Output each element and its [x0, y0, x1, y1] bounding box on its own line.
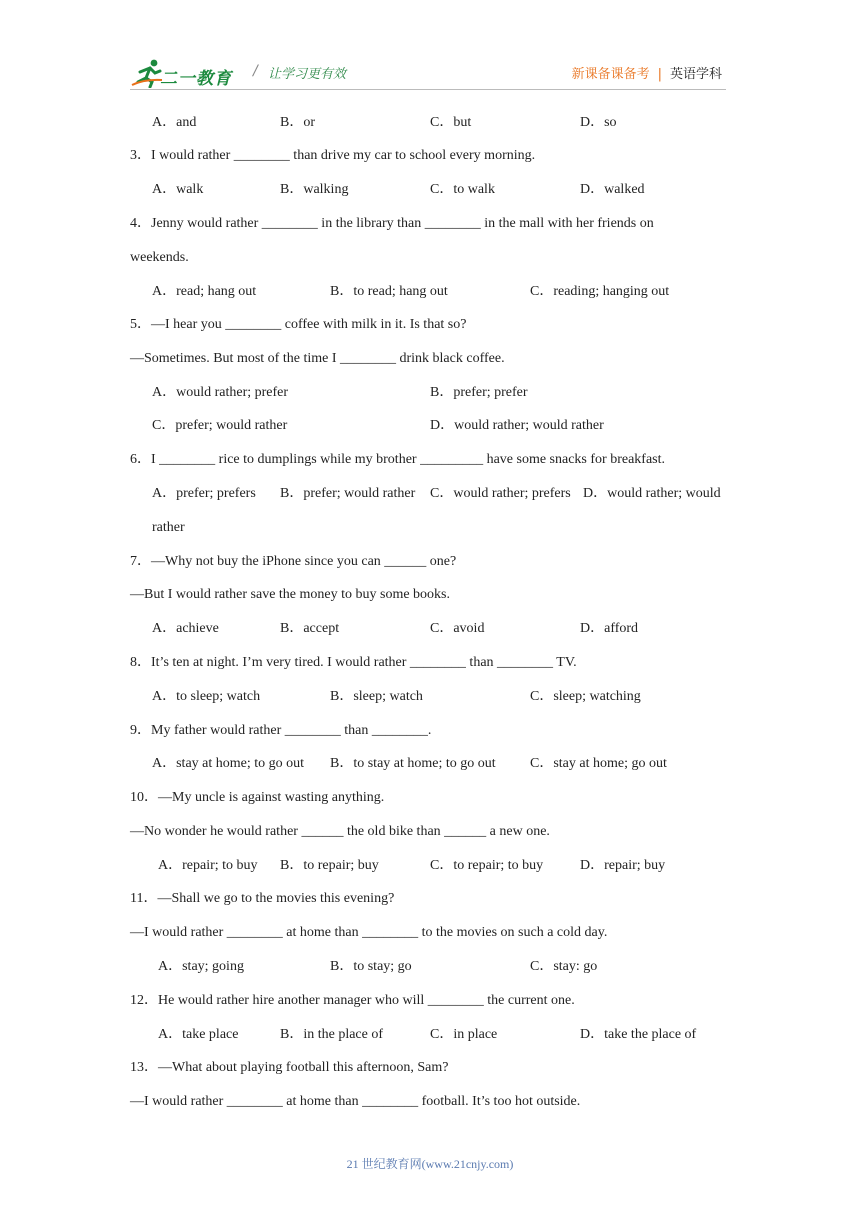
q3-stem: 3．I would rather ________ than drive my car to school every morning.	[130, 148, 536, 163]
header-slash: /	[253, 63, 258, 79]
logo-text: 二一教育	[160, 69, 232, 89]
header-right-label: 新课备课备考	[571, 67, 650, 82]
q2-option-a: A．and	[152, 115, 197, 130]
q8-option-a: A．to sleep; watch	[152, 689, 261, 704]
q6-option-d: D．would rather; would	[583, 486, 721, 501]
q6-option-c: C．would rather; prefers	[430, 486, 571, 501]
q11-reply: —I would rather ________ at home than ________ to the movies on such a cold day.	[130, 925, 608, 940]
q13-reply: —I would rather ________ at home than ________ football. It’s too hot outside.	[130, 1094, 581, 1109]
header-subject: 英语学科	[669, 67, 722, 82]
q6-option-d-cont: rather	[152, 520, 185, 535]
q7-option-a: A．achieve	[152, 621, 219, 636]
q3-option-c: C．to walk	[430, 182, 495, 197]
q5-reply: —Sometimes. But most of the time I ________ drink black coffee.	[130, 351, 505, 366]
q9-option-a: A．stay at home; to go out	[152, 756, 305, 771]
q6-option-b: B．prefer; would rather	[280, 486, 416, 501]
q2-option-c: C．but	[430, 115, 472, 130]
q10-option-c: C．to repair; to buy	[430, 858, 544, 873]
q7-reply: —But I would rather save the money to buy some books.	[130, 587, 451, 602]
q10-reply: —No wonder he would rather ______ the old bike than ______ a new one.	[130, 824, 550, 839]
q2-option-b: B．or	[280, 115, 315, 130]
q13-stem: 13．—What about playing football this afternoon, Sam?	[130, 1060, 449, 1075]
header-tagline: 让学习更有效	[268, 67, 347, 82]
q11-stem: 11．—Shall we go to the movies this evening?	[130, 891, 395, 906]
runner-logo-icon	[130, 58, 164, 88]
q3-option-a: A．walk	[152, 182, 204, 197]
q7-option-b: B．accept	[280, 621, 340, 636]
q8-option-b: B．sleep; watch	[330, 689, 423, 704]
q5-option-b: B．prefer; prefer	[430, 385, 528, 400]
q11-option-c: C．stay: go	[530, 959, 598, 974]
q12-option-c: C．in place	[430, 1027, 498, 1042]
q12-option-a: A．take place	[158, 1027, 239, 1042]
q7-option-d: D．afford	[580, 621, 639, 636]
q8-stem: 8．It’s ten at night. I’m very tired. I would rather ________ than ________ TV.	[130, 655, 577, 670]
q4-option-a: A．read; hang out	[152, 284, 257, 299]
q9-option-b: B．to stay at home; to go out	[330, 756, 496, 771]
q4-stem: 4．Jenny would rather ________ in the library than ________ in the mall with her friends on	[130, 216, 654, 231]
q4-option-c: C．reading; hanging out	[530, 284, 670, 299]
q10-option-a: A．repair; to buy	[158, 858, 258, 873]
q9-stem: 9．My father would rather ________ than ________.	[130, 723, 432, 738]
q3-option-d: D．walked	[580, 182, 645, 197]
q10-stem: 10．—My uncle is against wasting anything.	[130, 790, 385, 805]
q12-option-b: B．in the place of	[280, 1027, 384, 1042]
q4-stem-cont: weekends.	[130, 250, 189, 265]
q7-stem: 7．—Why not buy the iPhone since you can ______ one?	[130, 554, 457, 569]
q2-option-d: D．so	[580, 115, 617, 130]
q5-option-d: D．would rather; would rather	[430, 418, 604, 433]
q12-stem: 12．He would rather hire another manager who will ________ the current one.	[130, 993, 575, 1008]
q12-option-d: D．take the place of	[580, 1027, 697, 1042]
page-header	[130, 52, 730, 92]
q5-stem: 5．—I hear you ________ coffee with milk in it. Is that so?	[130, 317, 467, 332]
q10-option-b: B．to repair; buy	[280, 858, 379, 873]
q5-option-a: A．would rather; prefer	[152, 385, 289, 400]
page-footer[interactable]: 21 世纪教育网(www.21cnjy.com)	[346, 1157, 514, 1171]
q6-option-a: A．prefer; prefers	[152, 486, 256, 501]
q3-option-b: B．walking	[280, 182, 349, 197]
q5-option-c: C．prefer; would rather	[152, 418, 288, 433]
logo	[130, 58, 240, 89]
q4-option-b: B．to read; hang out	[330, 284, 448, 299]
header-separator: |	[657, 67, 662, 82]
q7-option-c: C．avoid	[430, 621, 485, 636]
q10-option-d: D．repair; buy	[580, 858, 666, 873]
q6-stem: 6．I ________ rice to dumplings while my brother _________ have some snacks for breakfast.	[130, 452, 666, 467]
header-right	[572, 63, 722, 82]
q8-option-c: C．sleep; watching	[530, 689, 641, 704]
q11-option-a: A．stay; going	[158, 959, 244, 974]
q11-option-b: B．to stay; go	[330, 959, 412, 974]
header-divider	[130, 89, 726, 90]
q9-option-c: C．stay at home; go out	[530, 756, 667, 771]
